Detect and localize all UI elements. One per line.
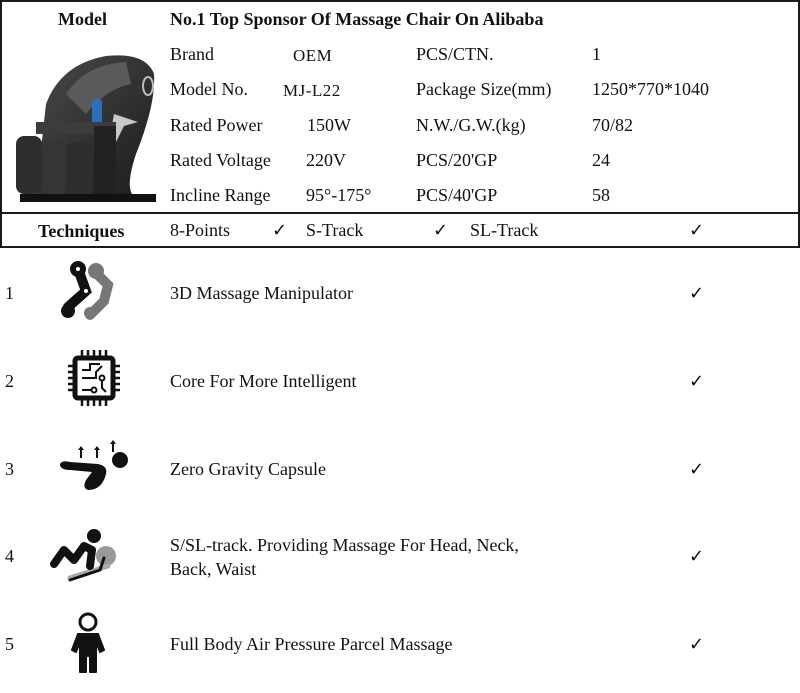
check-icon: ✓ bbox=[689, 459, 705, 480]
spec-value-rated-voltage: 220V bbox=[306, 150, 346, 170]
technique-s-track: S-Track bbox=[306, 220, 364, 240]
check-icon: ✓ bbox=[689, 634, 705, 655]
spec-label-rated-power: Rated Power bbox=[170, 115, 263, 135]
feature-text-line2: Back, Waist bbox=[170, 559, 257, 579]
feature-icon bbox=[66, 348, 124, 408]
model-header: Model bbox=[58, 9, 107, 29]
spec-label-pcs-20gp: PCS/20'GP bbox=[416, 150, 498, 170]
spec-label-weight: N.W./G.W.(kg) bbox=[416, 115, 526, 135]
spec-label-brand: Brand bbox=[170, 44, 214, 64]
check-icon: ✓ bbox=[689, 546, 705, 567]
feature-icon bbox=[58, 438, 130, 492]
spec-label-model-no: Model No. bbox=[170, 79, 248, 99]
feature-number: 5 bbox=[5, 634, 14, 654]
spec-label-pcs-ctn: PCS/CTN. bbox=[416, 44, 494, 64]
spec-label-rated-voltage: Rated Voltage bbox=[170, 150, 271, 170]
feature-text: Full Body Air Pressure Parcel Massage bbox=[170, 634, 453, 654]
spec-value-brand: OEM bbox=[293, 46, 333, 65]
reclining-person-icon bbox=[50, 528, 116, 582]
feature-text-line1: S/SL-track. Providing Massage For Head, Neck, bbox=[170, 535, 519, 555]
spec-value-rated-power: 150W bbox=[307, 115, 351, 135]
zero-gravity-icon bbox=[58, 438, 130, 492]
technique-8-points: 8-Points bbox=[170, 220, 231, 240]
spec-value-model-no: MJ-L22 bbox=[283, 81, 341, 100]
feature-icon bbox=[68, 612, 108, 676]
check-icon: ✓ bbox=[433, 220, 449, 241]
spec-value-weight: 70/82 bbox=[592, 115, 634, 135]
massage-chair-icon bbox=[6, 44, 162, 204]
feature-text: 3D Massage Manipulator bbox=[170, 283, 353, 303]
technique-sl-track: SL-Track bbox=[470, 220, 539, 240]
spec-value-pcs-20gp: 24 bbox=[592, 150, 610, 170]
feature-number: 4 bbox=[5, 546, 14, 566]
feature-icon bbox=[50, 528, 116, 582]
product-image bbox=[6, 44, 162, 204]
spec-label-incline-range: Incline Range bbox=[170, 185, 271, 205]
chip-icon bbox=[66, 348, 124, 408]
check-icon: ✓ bbox=[689, 283, 705, 304]
feature-text: Zero Gravity Capsule bbox=[170, 459, 326, 479]
feature-icon bbox=[50, 255, 120, 321]
techniques-label: Techniques bbox=[38, 221, 125, 241]
feature-number: 3 bbox=[5, 459, 14, 479]
feature-number: 2 bbox=[5, 371, 14, 391]
check-icon: ✓ bbox=[689, 220, 705, 241]
spec-label-package-size: Package Size(mm) bbox=[416, 79, 552, 99]
page-title: No.1 Top Sponsor Of Massage Chair On Alibaba bbox=[170, 9, 544, 29]
feature-text: Core For More Intelligent bbox=[170, 371, 357, 391]
spec-value-incline-range: 95°-175° bbox=[306, 185, 372, 205]
full-body-icon bbox=[68, 612, 108, 676]
spec-label-pcs-40gp: PCS/40'GP bbox=[416, 185, 498, 205]
check-icon: ✓ bbox=[689, 371, 705, 392]
check-icon: ✓ bbox=[272, 220, 288, 241]
massage-manipulator-icon bbox=[50, 255, 120, 321]
spec-value-pcs-40gp: 58 bbox=[592, 185, 610, 205]
spec-value-package-size: 1250*770*1040 bbox=[592, 79, 709, 99]
feature-number: 1 bbox=[5, 283, 14, 303]
spec-value-pcs-ctn: 1 bbox=[592, 44, 601, 64]
